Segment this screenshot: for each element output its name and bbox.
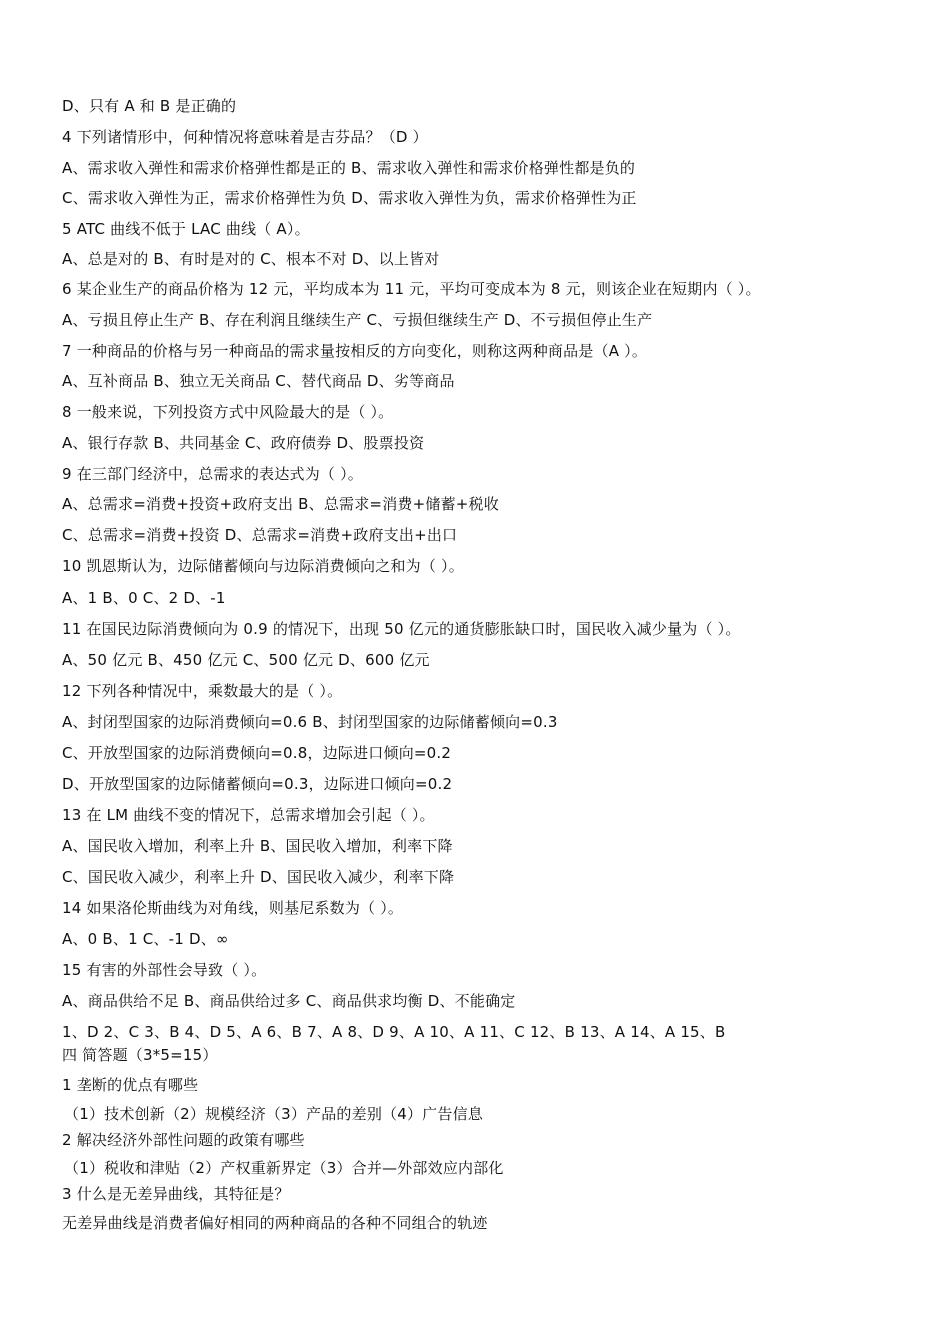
question-9: 9 在三部门经济中，总需求的表达式为（ ）。 [62, 465, 363, 483]
text-line: A、国民收入增加，利率上升 B、国民收入增加，利率下降 [62, 837, 453, 855]
question-5: 5 ATC 曲线不低于 LAC 曲线（ A）。 [62, 220, 310, 238]
text-line: A、总是对的 B、有时是对的 C、根本不对 D、以上皆对 [62, 250, 440, 268]
short-answer-1: （1）技术创新（2）规模经济（3）产品的差别（4）广告信息 [64, 1105, 483, 1123]
answer-key: 1、D 2、C 3、B 4、D 5、A 6、B 7、A 8、D 9、A 10、A 11、C 12、B 13、A 14、A 15、B [62, 1023, 726, 1041]
question-11: 11 在国民边际消费倾向为 0.9 的情况下，出现 50 亿元的通货膨胀缺口时，国民收入减少量为（ ）。 [62, 620, 741, 638]
text-line: A、1 B、0 C、2 D、-1 [62, 589, 226, 607]
text-line: D、只有 A 和 B 是正确的 [62, 97, 237, 115]
text-line: A、银行存款 B、共同基金 C、政府债券 D、股票投资 [62, 434, 425, 452]
text-line: D、开放型国家的边际储蓄倾向=0.3，边际进口倾向=0.2 [62, 775, 453, 793]
text-line: C、开放型国家的边际消费倾向=0.8，边际进口倾向=0.2 [62, 744, 452, 762]
text-line: C、需求收入弹性为正，需求价格弹性为负 D、需求收入弹性为负，需求价格弹性为正 [62, 189, 637, 207]
text-line: A、商品供给不足 B、商品供给过多 C、商品供求均衡 D、不能确定 [62, 992, 516, 1010]
question-6: 6 某企业生产的商品价格为 12 元，平均成本为 11 元，平均可变成本为 8 元，则该企业在短期内（ ）。 [62, 280, 761, 298]
short-answer-2: （1）税收和津贴（2）产权重新界定（3）合并—外部效应内部化 [64, 1159, 504, 1177]
question-7: 7 一种商品的价格与另一种商品的需求量按相反的方向变化，则称这两种商品是（A ）。 [62, 342, 648, 360]
section-heading: 四 简答题（3*5=15） [62, 1046, 218, 1064]
text-line: A、50 亿元 B、450 亿元 C、500 亿元 D、600 亿元 [62, 651, 430, 669]
question-13: 13 在 LM 曲线不变的情况下，总需求增加会引起（ ）。 [62, 806, 435, 824]
question-4: 4 下列诸情形中，何种情况将意味着是吉芬品？（D ） [62, 128, 428, 146]
short-answer-3: 无差异曲线是消费者偏好相同的两种商品的各种不同组合的轨迹 [62, 1214, 488, 1232]
text-line: C、总需求=消费+投资 D、总需求=消费+政府支出+出口 [62, 526, 458, 544]
question-14: 14 如果洛伦斯曲线为对角线，则基尼系数为（ ）。 [62, 899, 404, 917]
short-question-1: 1 垄断的优点有哪些 [62, 1076, 199, 1094]
short-question-2: 2 解决经济外部性问题的政策有哪些 [62, 1131, 305, 1149]
short-question-3: 3 什么是无差异曲线，其特征是？ [62, 1185, 290, 1203]
text-line: A、总需求=消费+投资+政府支出 B、总需求=消费+储蓄+税收 [62, 495, 499, 513]
text-line: A、封闭型国家的边际消费倾向=0.6 B、封闭型国家的边际储蓄倾向=0.3 [62, 713, 558, 731]
question-12: 12 下列各种情况中，乘数最大的是（ ）。 [62, 682, 343, 700]
text-line: A、亏损且停止生产 B、存在利润且继续生产 C、亏损但继续生产 D、不亏损但停止生产 [62, 311, 653, 329]
question-8: 8 一般来说，下列投资方式中风险最大的是（ ）。 [62, 403, 394, 421]
text-line: A、互补商品 B、独立无关商品 C、替代商品 D、劣等商品 [62, 372, 455, 390]
text-line: A、0 B、1 C、-1 D、∞ [62, 930, 229, 948]
question-15: 15 有害的外部性会导致（ ）。 [62, 961, 267, 979]
text-line: A、需求收入弹性和需求价格弹性都是正的 B、需求收入弹性和需求价格弹性都是负的 [62, 159, 636, 177]
question-10: 10 凯恩斯认为，边际储蓄倾向与边际消费倾向之和为（ ）。 [62, 557, 464, 575]
text-line: C、国民收入减少，利率上升 D、国民收入减少，利率下降 [62, 868, 455, 886]
